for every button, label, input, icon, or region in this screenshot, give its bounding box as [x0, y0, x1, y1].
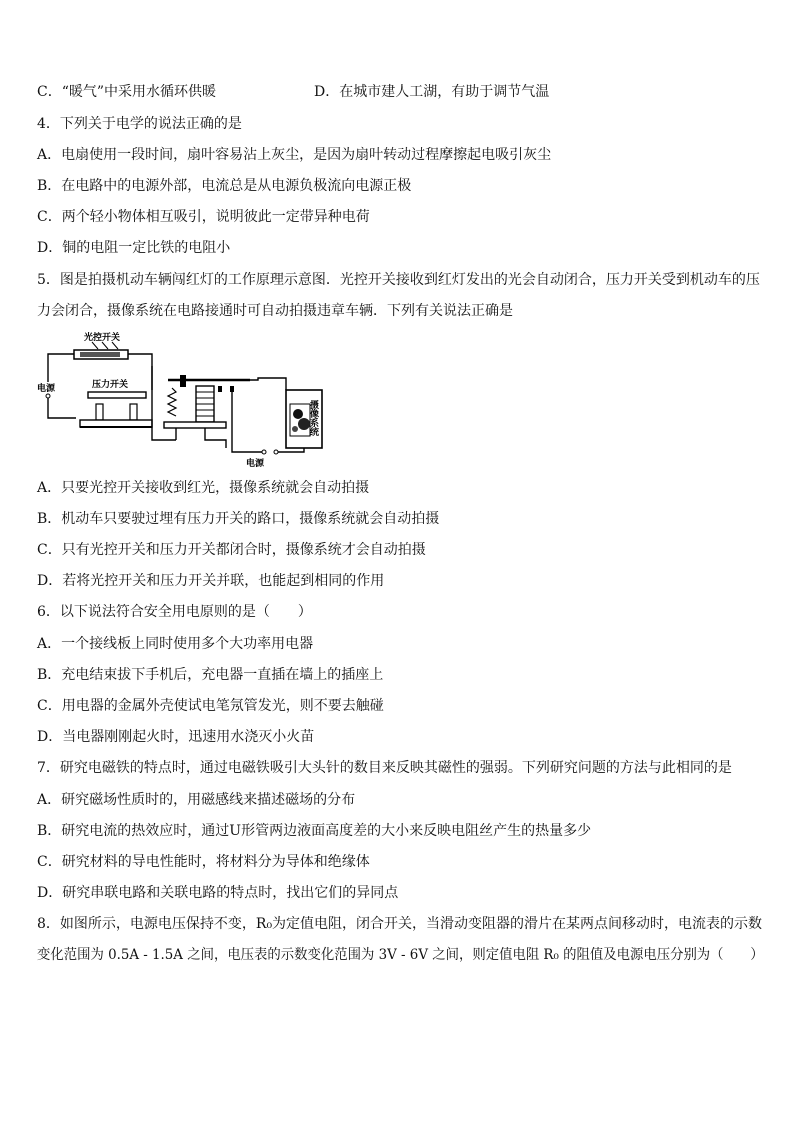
- camera-system: [286, 390, 322, 448]
- q8-stem-line1: 8．如图所示，电源电压保持不变，R₀为定值电阻，闭合开关，当滑动变阻器的滑片在某两点间移动时，电流表的示数: [37, 916, 763, 932]
- q6-option-a: A．一个接线板上同时使用多个大功率用电器: [37, 636, 314, 652]
- electromagnet-relay: [164, 375, 250, 428]
- light-switch: [74, 328, 136, 359]
- red-light-camera-circuit-diagram: [36, 328, 326, 470]
- q5-option-a: A．只要光控开关接收到红光，摄像系统就会自动拍摄: [37, 480, 370, 496]
- q8-stem-line2: 变化范围为 0.5A - 1.5A 之间，电压表的示数变化范围为 3V - 6V 之间，则定值电阻 R₀ 的阻值及电源电压分别为（ ）: [37, 947, 764, 963]
- q4-option-b: B．在电路中的电源外部，电流总是从电源负极流向电源正极: [37, 178, 412, 194]
- q5-option-b: B．机动车只要驶过埋有压力开关的路口，摄像系统就会自动拍摄: [37, 511, 440, 527]
- pressure-switch-label: 压力开关: [92, 380, 129, 390]
- q5-option-c: C．只有光控开关和压力开关都闭合时，摄像系统才会自动拍摄: [37, 542, 426, 558]
- q7-option-b: B．研究电流的热效应时，通过U形管两边液面高度差的大小来反映电阻丝产生的热量多少: [37, 823, 592, 839]
- q5-option-d: D．若将光控开关和压力开关并联，也能起到相同的作用: [37, 573, 385, 589]
- q7-stem: 7．研究电磁铁的特点时，通过电磁铁吸引大头针的数目来反映其磁性的强弱。下列研究问题的方法与此相同的是: [37, 760, 732, 776]
- camera-system-label: 摄像系统: [308, 400, 318, 436]
- power-bottom-label: 电源: [246, 459, 265, 469]
- q3-option-d: D．在城市建人工湖，有助于调节气温: [314, 84, 550, 100]
- q7-option-d: D．研究串联电路和关联电路的特点时，找出它们的异同点: [37, 885, 399, 901]
- q6-option-d: D．当电器刚刚起火时，迅速用水浇灭小火苗: [37, 729, 315, 745]
- q6-option-c: C．用电器的金属外壳使试电笔氖管发光，则不要去触碰: [37, 698, 384, 714]
- q7-option-c: C．研究材料的导电性能时，将材料分为导体和绝缘体: [37, 854, 370, 870]
- pressure-switch: [80, 378, 152, 427]
- q4-option-d: D．铜的电阻一定比铁的电阻小: [37, 240, 231, 256]
- q4-option-c: C．两个轻小物体相互吸引，说明彼此一定带异种电荷: [37, 209, 370, 225]
- q6-stem: 6．以下说法符合安全用电原则的是（ ）: [37, 604, 312, 620]
- q3-option-c: C．“暖气”中采用水循环供暖: [37, 84, 217, 100]
- q6-option-b: B．充电结束拔下手机后，充电器一直插在墙上的插座上: [37, 667, 384, 683]
- power-left-label: 电源: [37, 384, 56, 394]
- q5-stem-line2: 力会闭合，摄像系统在电路接通时可自动拍摄违章车辆．下列有关说法正确是: [37, 303, 513, 319]
- light-switch-label: 光控开关: [84, 333, 121, 343]
- q5-stem-line1: 5．图是拍摄机动车辆闯红灯的工作原理示意图．光控开关接收到红灯发出的光会自动闭合，压力开关受到机动车的压: [37, 272, 760, 288]
- q7-option-a: A．研究磁场性质时的，用磁感线来描述磁场的分布: [37, 792, 356, 808]
- q4-stem: 4．下列关于电学的说法正确的是: [37, 116, 242, 132]
- q4-option-a: A．电扇使用一段时间，扇叶容易沾上灰尘，是因为扇叶转动过程摩擦起电吸引灰尘: [37, 147, 552, 163]
